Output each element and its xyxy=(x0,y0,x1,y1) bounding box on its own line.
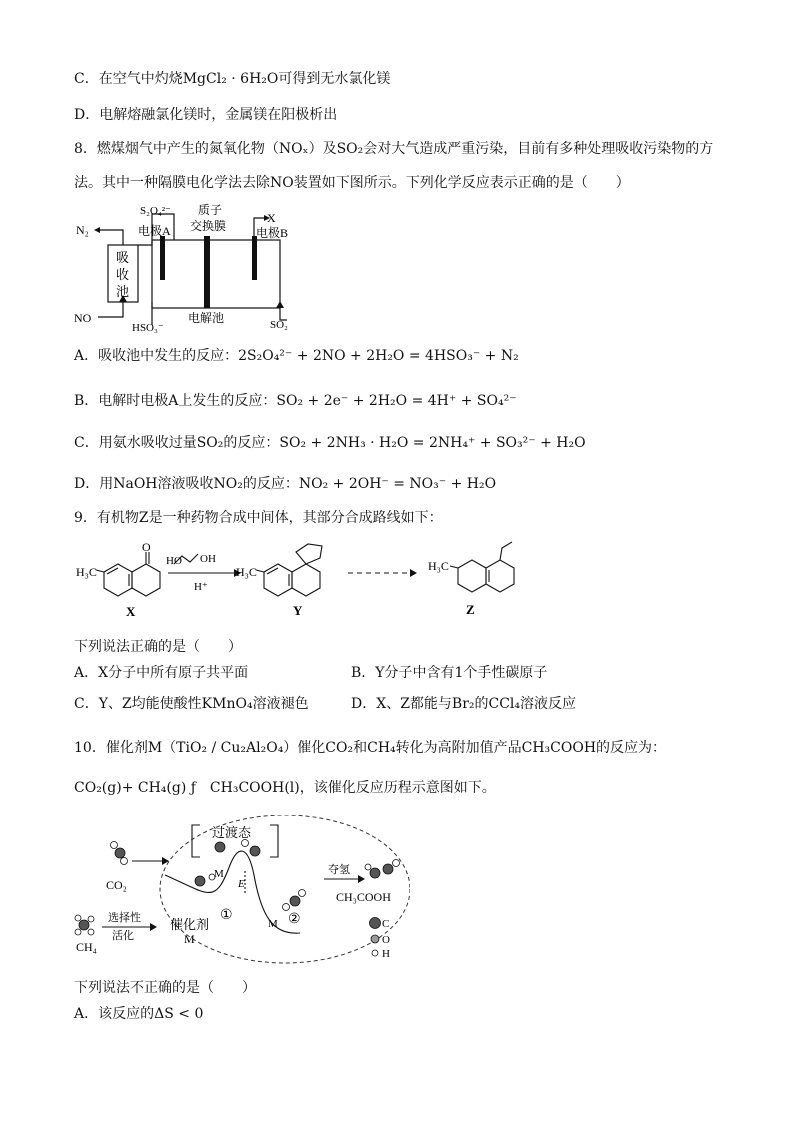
step-1-label: ① xyxy=(220,908,233,923)
synthesis-route xyxy=(74,540,524,630)
no-label: NO xyxy=(74,311,92,325)
option-c-9: C．Y、Z均能使酸性KMnO₄溶液褪色 xyxy=(74,696,309,712)
m-label-2: M xyxy=(268,918,278,930)
electrode-b xyxy=(252,236,257,280)
dehydrogenation-label: 夺氢 xyxy=(328,864,350,876)
s2o4-label: S₂O₄²⁻ xyxy=(140,205,171,217)
cell-label: 电解池 xyxy=(188,311,225,325)
m-label-1: M xyxy=(214,868,224,880)
option-d-7: D．电解熔融氯化镁时，金属镁在阳极析出 xyxy=(74,107,338,123)
question-10-text-1: 10．催化剂M（TiO₂ / Cu₂Al₂O₄）催化CO₂和CH₄转化为高附加值产品CH₃COOH的反应为： xyxy=(74,740,667,756)
n2-label: N₂ xyxy=(76,223,89,237)
reagent-ho-label: HO xyxy=(166,555,182,567)
membrane-label-1: 质子 xyxy=(198,203,223,217)
x-aromatic-ring xyxy=(104,564,132,596)
electrolysis-cell-box xyxy=(152,240,280,308)
electrode-a xyxy=(160,236,165,280)
compound-y-label: Y xyxy=(293,603,303,618)
option-b-9: B．Y分子中含有1个手性碳原子 xyxy=(351,665,548,681)
legend-hydrogen-label: H xyxy=(382,948,390,960)
reagent-oh-label: OH xyxy=(200,553,216,565)
compound-x-label: X xyxy=(126,604,136,619)
compound-z-label: Z xyxy=(466,602,475,617)
catalysis-mechanism-diagram xyxy=(70,815,410,975)
selective-label-2: 活化 xyxy=(112,930,134,942)
question-9-stem: 下列说法正确的是（ ） xyxy=(74,639,242,655)
electrolysis-diagram xyxy=(74,200,304,335)
option-d-8: D．用NaOH溶液吸收NO₂的反应：NO₂ + 2OH⁻ = NO₃⁻ + H₂O xyxy=(74,476,497,492)
legend-oxygen-dot xyxy=(371,935,379,943)
legend-hydrogen-dot xyxy=(372,950,378,956)
so2-label: SO₂ xyxy=(270,319,288,331)
absorb-label-1: 吸 xyxy=(116,250,130,265)
transition-state-label: 过渡态 xyxy=(212,825,252,840)
legend-carbon-dot xyxy=(370,918,381,929)
membrane-label-2: 交换膜 xyxy=(190,219,227,233)
electrode-b-label: 电极B xyxy=(256,226,289,240)
electrode-a-label: 电极A xyxy=(138,224,171,238)
x-oxygen-label: O xyxy=(142,540,151,554)
legend-carbon-label: C xyxy=(382,918,390,930)
question-9-text: 9．有机物Z是一种药物合成中间体，其部分合成路线如下： xyxy=(74,510,443,526)
x-methyl-label: H₃C xyxy=(76,565,97,579)
option-b-8: B．电解时电极A上发生的反应：SO₂ + 2e⁻ + 2H₂O = 4H⁺ + SO₄²⁻ xyxy=(74,393,517,409)
proton-membrane xyxy=(204,236,210,308)
option-c-7: C．在空气中灼烧MgCl₂ · 6H₂O可得到无水氯化镁 xyxy=(74,71,391,87)
catalyst-label-1: 催化剂 xyxy=(170,917,210,932)
option-a-10: A．该反应的ΔS < 0 xyxy=(74,1006,204,1022)
catalyst-label-2: M xyxy=(184,932,195,946)
option-a-8: A．吸收池中发生的反应：2S₂O₄²⁻ + 2NO + 2H₂O = 4HSO₃⁻ + N₂ xyxy=(74,348,519,364)
hso3-label: HSO₃⁻ xyxy=(132,322,164,334)
co2-label: CO₂ xyxy=(106,878,127,892)
option-a-9: A．X分子中所有原子共平面 xyxy=(74,665,249,681)
activation-energy-label: E xyxy=(238,878,245,890)
selective-label-1: 选择性 xyxy=(108,912,141,924)
legend-oxygen-label: O xyxy=(382,934,390,946)
reagent-acid-label: H⁺ xyxy=(194,581,208,593)
x-label: X xyxy=(267,211,276,225)
absorb-label-2: 收 xyxy=(116,267,130,282)
z-methyl-label: H₃C xyxy=(428,559,449,573)
step-2-label: ② xyxy=(288,912,301,927)
y-methyl-label: H₃C xyxy=(236,565,257,579)
option-d-9: D．X、Z都能与Br₂的CCl₄溶液反应 xyxy=(351,696,577,712)
question-10-text-2: CO₂(g)+ CH₄(g) ƒ CH₃COOH(l)，该催化反应历程示意图如下。 xyxy=(74,780,496,796)
absorb-label-3: 池 xyxy=(116,284,130,299)
question-8-text-1: 8．燃煤烟气中产生的氮氧化物（NOₓ）及SO₂会对大气造成严重污染，目前有多种处理吸收污染物的方 xyxy=(74,141,714,157)
ch4-label: CH₄ xyxy=(76,940,97,954)
question-10-stem: 下列说法不正确的是（ ） xyxy=(74,980,256,996)
product-label: CH₃COOH xyxy=(336,890,391,904)
question-8-text-2: 法。其中一种隔膜电化学法去除NO装置如下图所示。下列化学反应表示正确的是（ ） xyxy=(74,175,630,191)
option-c-8: C．用氨水吸收过量SO₂的反应：SO₂ + 2NH₃ · H₂O = 2NH₄⁺ + SO₃²⁻ + H₂O xyxy=(74,435,586,451)
